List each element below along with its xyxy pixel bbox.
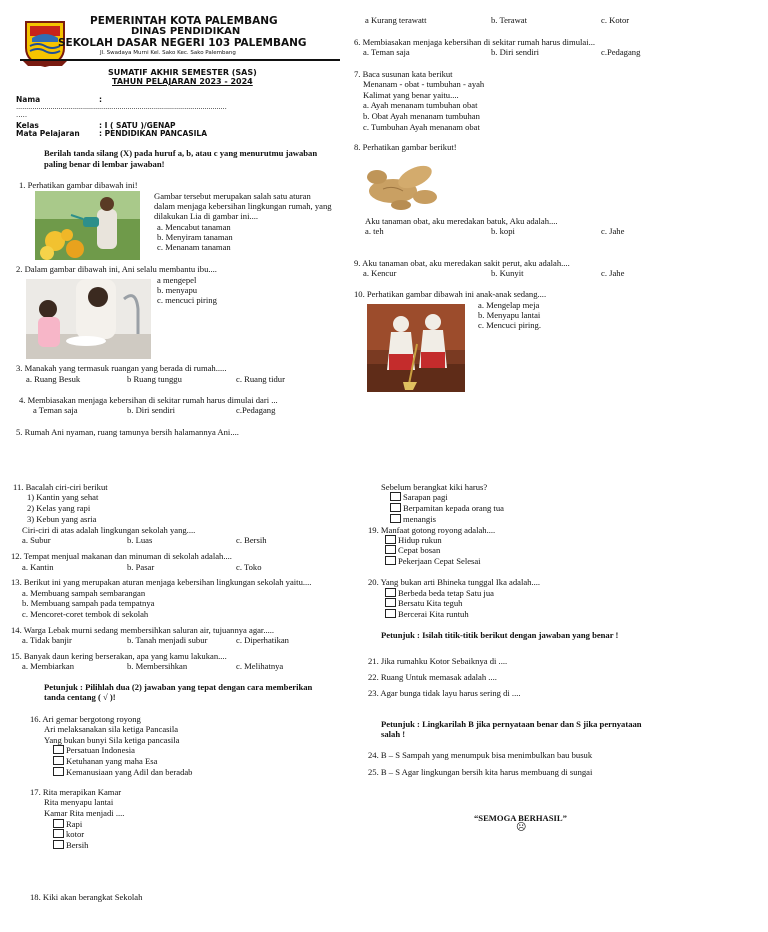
q13-option-c: c. Mencoret-coret tembok di sekolah xyxy=(22,609,149,619)
q19-checkbox1[interactable] xyxy=(385,535,396,544)
q18-option1-label: Sarapan pagi xyxy=(403,492,448,502)
q20-option1-label: Berbeda beda tetap Satu jua xyxy=(398,588,494,598)
q4-option-a: a Teman saja xyxy=(33,405,78,415)
q3-option-c: c. Ruang tidur xyxy=(236,374,285,384)
q9-option-c: c. Jahe xyxy=(601,268,625,278)
q19-label: 19. Manfaat gotong royong adalah.... xyxy=(368,525,496,535)
q18-option2 xyxy=(390,503,504,514)
q17-label: 17. Rita merapikan Kamar xyxy=(30,787,122,797)
closing-text: “SEMOGA BERHASIL” xyxy=(474,813,567,823)
q9-option-b: b. Kunyit xyxy=(491,268,524,278)
q18-checkbox1[interactable] xyxy=(390,492,401,501)
q10-label: 10. Perhatikan gambar dibawah ini anak-anak sedang.... xyxy=(354,289,547,299)
q15-option-a: a. Membiarkan xyxy=(22,661,75,671)
header-line2: DINAS PENDIDIKAN xyxy=(131,26,241,37)
q7-option-b: b. Obat Ayah menanam tumbuhan xyxy=(363,111,480,121)
q7-label: 7. Baca susunan kata berikut xyxy=(354,69,453,79)
q8-image-ginger xyxy=(363,155,445,215)
nama-sep: : xyxy=(99,95,102,104)
instruction3-prefix: Petunjuk xyxy=(381,630,415,640)
nama-dots-2: ..... xyxy=(16,111,28,119)
q6-option-b: b. Diri sendiri xyxy=(491,47,539,57)
q16-checkbox3[interactable] xyxy=(53,767,64,776)
q11-option-c: c. Bersih xyxy=(236,535,267,545)
exam-year: TAHUN PELAJARAN 2023 - 2024 xyxy=(112,77,253,86)
q17-option3 xyxy=(53,840,88,851)
q12-label: 12. Tempat menjual makanan dan minuman di sekolah adalah.... xyxy=(11,551,232,561)
q7-option-c: c. Tumbuhan Ayah menanam obat xyxy=(363,122,480,132)
header-address: Jl. Swadaya Murni Kel. Sako Kec. Sako Palembang xyxy=(100,50,236,56)
instruction4-line2: salah ! xyxy=(381,729,406,739)
q1-text3: dilakukan Lia di gambar ini.... xyxy=(154,211,259,221)
instruction3-text: : Isilah titik-titik berikut dengan jawaban yang benar ! xyxy=(414,630,619,640)
instruction1-line1: Berilah tanda silang (X) pada huruf a, b, atau c yang menurutmu jawaban xyxy=(44,148,318,158)
q8-option-c: c. Jahe xyxy=(601,226,625,236)
q16-option1 xyxy=(53,745,135,756)
q1-option-b: b. Menyiram tanaman xyxy=(157,232,233,242)
q12-option-c: c. Toko xyxy=(236,562,262,572)
q18-option3 xyxy=(390,514,436,525)
q16-option3 xyxy=(53,767,192,778)
q15-option-b: b. Membersihkan xyxy=(127,661,188,671)
q5-option-c: c. Kotor xyxy=(601,15,630,25)
instruction4-line1 xyxy=(381,719,642,730)
q14-option-b: b. Tanah menjadi subur xyxy=(127,635,208,645)
q7-words: Menanam - obat - tumbuhan - ayah xyxy=(363,79,485,89)
q10-option-b: b. Menyapu lantai xyxy=(478,310,541,320)
q17-checkbox2[interactable] xyxy=(53,829,64,838)
q1-image-girl-watering xyxy=(35,191,140,260)
kelas-value: : I ( SATU )/GENAP xyxy=(99,121,176,130)
q17-line3: Kamar Rita menjadi .... xyxy=(44,808,125,818)
q8-text: Aku tanaman obat, aku meredakan batuk, Aku adalah.... xyxy=(365,216,558,226)
q20-checkbox1[interactable] xyxy=(385,588,396,597)
q5-label: 5. Rumah Ani nyaman, ruang tamunya bersih halamannya Ani.... xyxy=(16,427,239,437)
q15-option-c: c. Melihatnya xyxy=(236,661,284,671)
q3-option-b: b Ruang tunggu xyxy=(127,374,182,384)
instruction4-prefix: Petunjuk xyxy=(381,719,415,729)
q9-label: 9. Aku tanaman obat, aku meredakan sakit perut, aku adalah.... xyxy=(354,258,570,268)
q6-option-a: a. Teman saja xyxy=(363,47,410,57)
q20-checkbox2[interactable] xyxy=(385,598,396,607)
q2-option-a: a mengepel xyxy=(157,275,197,285)
q2-image-washing-dishes xyxy=(26,279,151,359)
q18-option3-label: menangis xyxy=(403,514,436,524)
q20-option3-label: Bercerai Kita runtuh xyxy=(398,609,469,619)
q18-checkbox3[interactable] xyxy=(390,514,401,523)
q11-item3: 3) Kebun yang asria xyxy=(27,514,97,524)
q18-checkbox2[interactable] xyxy=(390,503,401,512)
q17-checkbox3[interactable] xyxy=(53,840,64,849)
q23-label: 23. Agar bunga tidak layu harus sering di .... xyxy=(368,688,521,698)
mapel-value: : PENDIDIKAN PANCASILA xyxy=(99,129,208,138)
q1-label: 1. Perhatikan gambar dibawah ini! xyxy=(19,180,138,190)
instruction3 xyxy=(381,630,618,641)
q6-option-c: c.Pedagang xyxy=(601,47,641,57)
q14-option-a: a. Tidak banjir xyxy=(22,635,72,645)
q11-option-b: b. Luas xyxy=(127,535,153,545)
q17-option1-label: Rapi xyxy=(66,819,83,829)
q19-option2-label: Cepat bosan xyxy=(398,545,441,555)
q20-checkbox3[interactable] xyxy=(385,609,396,618)
header-rule xyxy=(20,59,340,61)
nama-dots: ........................................................................................................ xyxy=(16,103,227,111)
q14-label: 14. Warga Lebak murni sedang membersihkan saluran air, tujuannya agar..... xyxy=(11,625,275,635)
q18-label: 18. Kiki akan berangkat Sekolah xyxy=(30,892,143,902)
kelas-label: Kelas xyxy=(16,121,39,130)
q2-option-c: c. mencuci piring xyxy=(157,295,217,305)
header-line1: PEMERINTAH KOTA PALEMBANG xyxy=(90,15,278,27)
q17-option3-label: Bersih xyxy=(66,840,89,850)
q14-option-c: c. Diperhatikan xyxy=(236,635,289,645)
q8-option-b: b. kopi xyxy=(491,226,515,236)
sad-face-icon: ☹ xyxy=(516,822,527,833)
q16-label: 16. Ari gemar bergotong royong xyxy=(30,714,141,724)
q16-option2-label: Ketuhanan yang maha Esa xyxy=(66,756,158,766)
q19-checkbox3[interactable] xyxy=(385,556,396,565)
q6-label: 6. Membiasakan menjaga kebersihan di sekitar rumah harus dimulai... xyxy=(354,37,596,47)
q7-prompt: Kalimat yang benar yaitu.... xyxy=(363,90,459,100)
q5-option-b: b. Terawat xyxy=(491,15,527,25)
q17-checkbox1[interactable] xyxy=(53,819,64,828)
q19-option1-label: Hidup rukun xyxy=(398,535,442,545)
q20-option3 xyxy=(385,609,469,620)
q1-text1: Gambar tersebut merupakan salah satu aturan xyxy=(154,191,311,201)
q4-option-b: b. Diri sendiri xyxy=(127,405,175,415)
q4-option-c: c.Pedagang xyxy=(236,405,276,415)
q2-label: 2. Dalam gambar dibawah ini, Ani selalu membantu ibu.... xyxy=(16,264,217,274)
q17-line2: Rita menyapu lantai xyxy=(44,797,114,807)
exam-title: SUMATIF AKHIR SEMESTER (SAS) xyxy=(108,68,257,77)
q16-line3: Yang bukan bunyi Sila ketiga pancasila xyxy=(44,735,180,745)
instruction2-text: : Pilihlah dua (2) jawaban yang tepat dengan cara memberikan xyxy=(77,682,313,692)
q20-option2 xyxy=(385,598,462,609)
q16-option3-label: Kemanusiaan yang Adil dan beradab xyxy=(66,767,193,777)
q19-option3 xyxy=(385,556,481,567)
instruction1-line2: paling benar di lembar jawaban! xyxy=(44,159,165,169)
q10-option-a: a. Mengelap meja xyxy=(478,300,540,310)
q1-option-a: a. Mencabut tanaman xyxy=(157,222,231,232)
q1-option-c: c. Menanam tanaman xyxy=(157,242,231,252)
q9-option-a: a. Kencur xyxy=(363,268,397,278)
mapel-label: Mata Pelajaran xyxy=(16,129,80,138)
q20-option2-label: Bersatu Kita teguh xyxy=(398,598,463,608)
q12-option-a: a. Kantin xyxy=(22,562,54,572)
q17-option2 xyxy=(53,829,84,840)
q20-label: 20. Yang bukan arti Bhineka tunggal Ika adalah.... xyxy=(368,577,541,587)
q4-label: 4. Membiasakan menjaga kebersihan di sekitar rumah harus dimulai dari ... xyxy=(19,395,278,405)
q16-line2: Ari melaksanakan sila ketiga Pancasila xyxy=(44,724,179,734)
q18-line2: Sebelum berangkat kiki harus? xyxy=(381,482,488,492)
q25-label: 25. B – S Agar lingkungan bersih kita harus membuang di sungai xyxy=(368,767,593,777)
q8-label: 8. Perhatikan gambar berikut! xyxy=(354,142,457,152)
q10-image-children-sweeping xyxy=(367,304,465,392)
q11-label: 11. Bacalah ciri-ciri berikut xyxy=(13,482,108,492)
instruction2-prefix: Petunjuk xyxy=(44,682,78,692)
q24-label: 24. B – S Sampah yang menumpuk bisa menimbulkan bau busuk xyxy=(368,750,593,760)
q10-option-c: c. Mencuci piring. xyxy=(478,320,542,330)
instruction4-text: : Lingkarilah B jika pernyataan benar dan S jika pernyataan xyxy=(414,719,642,729)
q18-option2-label: Berpamitan kepada orang tua xyxy=(403,503,504,513)
q22-label: 22. Ruang Untuk memasak adalah .... xyxy=(368,672,497,682)
q5-option-a: a Kurang terawatt xyxy=(365,15,427,25)
q11-prompt: Ciri-ciri di atas adalah lingkungan sekolah yang.... xyxy=(22,525,196,535)
q16-checkbox1[interactable] xyxy=(53,745,64,754)
q3-label: 3. Manakah yang termasuk ruangan yang berada di rumah..... xyxy=(16,363,227,373)
q2-option-b: b. menyapu xyxy=(157,285,198,295)
q16-option1-label: Persatuan Indonesia xyxy=(66,745,135,755)
q12-option-b: b. Pasar xyxy=(127,562,155,572)
q19-option2 xyxy=(385,545,440,556)
q8-option-a: a. teh xyxy=(365,226,384,236)
q11-item2: 2) Kelas yang rapi xyxy=(27,503,91,513)
instruction2-line2: tanda centang ( √ )! xyxy=(44,692,116,702)
q21-label: 21. Jika rumahku Kotor Sebaiknya di .... xyxy=(368,656,508,666)
q3-option-a: a. Ruang Besuk xyxy=(26,374,81,384)
q16-option2 xyxy=(53,756,157,767)
q19-checkbox2[interactable] xyxy=(385,545,396,554)
header-line3: SEKOLAH DASAR NEGERI 103 PALEMBANG xyxy=(58,37,307,49)
q13-option-b: b. Membuang sampah pada tempatnya xyxy=(22,598,155,608)
q16-checkbox2[interactable] xyxy=(53,756,64,765)
q11-item1: 1) Kantin yang sehat xyxy=(27,492,99,502)
q13-option-a: a. Membuang sampah sembarangan xyxy=(22,588,146,598)
q15-label: 15. Banyak daun kering berserakan, apa yang kamu lakukan.... xyxy=(11,651,227,661)
q11-option-a: a. Subur xyxy=(22,535,51,545)
nama-label: Nama xyxy=(16,95,41,104)
q19-option3-label: Pekerjaan Cepat Selesai xyxy=(398,556,481,566)
q7-option-a: a. Ayah menanam tumbuhan obat xyxy=(363,100,478,110)
q18-option1 xyxy=(390,492,448,503)
q17-option2-label: kotor xyxy=(66,829,85,839)
q13-label: 13. Berikut ini yang merupakan aturan menjaga kebersihan lingkungan sekolah yaitu.... xyxy=(11,577,312,587)
q1-text2: dalam menjaga kebersihan lingkungan rumah, yang xyxy=(154,201,332,211)
